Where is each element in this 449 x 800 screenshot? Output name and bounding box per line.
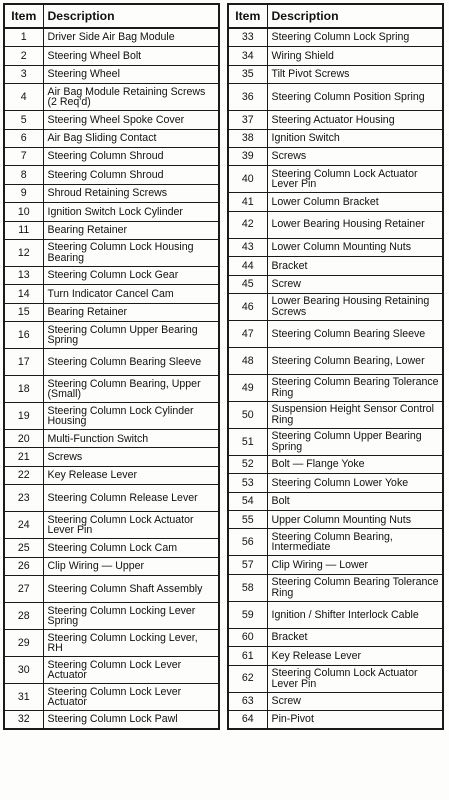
item-number: 23 [4, 485, 43, 512]
table-row [4, 576, 219, 603]
item-description: Steering Column Lower Yoke [267, 474, 443, 492]
item-number: 36 [228, 84, 267, 111]
table-row [4, 285, 219, 303]
item-description: Steering Column Upper Bearing Spring [43, 322, 219, 349]
item-description: Steering Column Lock Spring [267, 28, 443, 47]
item-column-header: Item [228, 4, 267, 28]
table-row [4, 430, 219, 448]
table-row [228, 529, 443, 556]
item-number: 42 [228, 211, 267, 238]
item-number: 4 [4, 84, 43, 111]
item-description: Steering Column Bearing Tolerance Ring [267, 374, 443, 401]
item-number: 27 [4, 576, 43, 603]
item-description: Steering Column Lock Cam [43, 539, 219, 557]
table-row [228, 257, 443, 275]
item-description: Multi-Function Switch [43, 430, 219, 448]
table-row [228, 347, 443, 374]
item-description: Ignition Switch Lock Cylinder [43, 203, 219, 221]
item-number: 21 [4, 448, 43, 466]
item-number: 1 [4, 28, 43, 47]
item-number: 13 [4, 266, 43, 284]
table-row [4, 84, 219, 111]
table-row [228, 65, 443, 83]
item-number: 58 [228, 574, 267, 601]
item-description: Lower Column Mounting Nuts [267, 238, 443, 256]
item-description: Pin-Pivot [267, 711, 443, 730]
table-row [4, 65, 219, 83]
table-row [4, 349, 219, 376]
item-number: 17 [4, 349, 43, 376]
description-column-header: Description [267, 4, 443, 28]
item-description: Clip Wiring — Upper [43, 557, 219, 575]
description-column-header: Description [43, 4, 219, 28]
item-number: 28 [4, 603, 43, 630]
table-row [4, 322, 219, 349]
item-description: Steering Column Bearing Tolerance Ring [267, 574, 443, 601]
table-row [4, 303, 219, 321]
table-row [228, 211, 443, 238]
table-row [4, 512, 219, 539]
table-row [228, 455, 443, 473]
item-number: 18 [4, 376, 43, 403]
item-description: Steering Column Bearing Sleeve [43, 349, 219, 376]
item-number: 47 [228, 320, 267, 347]
item-number: 55 [228, 511, 267, 529]
item-number: 53 [228, 474, 267, 492]
table-row [228, 556, 443, 574]
item-number: 20 [4, 430, 43, 448]
table-row [4, 684, 219, 711]
item-number: 54 [228, 492, 267, 510]
item-number: 26 [4, 557, 43, 575]
item-description: Steering Column Shaft Assembly [43, 576, 219, 603]
item-number: 49 [228, 374, 267, 401]
item-description: Screw [267, 275, 443, 293]
table-row [4, 147, 219, 165]
table-row [228, 647, 443, 665]
item-number: 48 [228, 347, 267, 374]
item-number: 3 [4, 65, 43, 83]
table-row [4, 711, 219, 730]
item-number: 14 [4, 285, 43, 303]
table-row [228, 166, 443, 193]
item-number: 62 [228, 665, 267, 692]
header-row [4, 4, 219, 28]
item-number: 37 [228, 111, 267, 129]
header-row [228, 4, 443, 28]
table-row [4, 403, 219, 430]
table-row [228, 511, 443, 529]
table-row [4, 485, 219, 512]
item-number: 38 [228, 129, 267, 147]
item-description: Steering Column Shroud [43, 166, 219, 184]
item-description: Bolt [267, 492, 443, 510]
item-description: Air Bag Sliding Contact [43, 129, 219, 147]
table-row [228, 692, 443, 710]
item-description: Lower Bearing Housing Retaining Screws [267, 293, 443, 320]
item-description: Steering Column Bearing, Intermediate [267, 529, 443, 556]
table-row [4, 239, 219, 266]
item-number: 7 [4, 147, 43, 165]
item-description: Upper Column Mounting Nuts [267, 511, 443, 529]
table-row [4, 221, 219, 239]
item-description: Steering Column Locking Lever Spring [43, 603, 219, 630]
table-row [4, 557, 219, 575]
item-description: Key Release Lever [43, 466, 219, 484]
table-row [4, 657, 219, 684]
table-row [228, 401, 443, 428]
item-column-header: Item [4, 4, 43, 28]
table-row [228, 275, 443, 293]
item-description: Key Release Lever [267, 647, 443, 665]
item-description: Steering Actuator Housing [267, 111, 443, 129]
item-number: 41 [228, 193, 267, 211]
table-row [228, 474, 443, 492]
item-number: 5 [4, 111, 43, 129]
item-number: 43 [228, 238, 267, 256]
table-row [4, 28, 219, 47]
table-row [228, 711, 443, 730]
table-row [228, 84, 443, 111]
item-description: Ignition Switch [267, 129, 443, 147]
item-description: Steering Column Bearing, Upper (Small) [43, 376, 219, 403]
item-description: Steering Column Lock Actuator Lever Pin [267, 665, 443, 692]
item-number: 50 [228, 401, 267, 428]
table-row [4, 111, 219, 129]
parts-table-left [3, 3, 220, 730]
table-row [228, 628, 443, 646]
item-number: 33 [228, 28, 267, 47]
item-number: 60 [228, 628, 267, 646]
item-description: Steering Wheel [43, 65, 219, 83]
item-description: Steering Column Lock Cylinder Housing [43, 403, 219, 430]
table-row [4, 266, 219, 284]
item-description: Turn Indicator Cancel Cam [43, 285, 219, 303]
table-row [228, 320, 443, 347]
item-number: 34 [228, 47, 267, 65]
item-number: 57 [228, 556, 267, 574]
table-row [228, 147, 443, 165]
item-description: Steering Column Lock Actuator Lever Pin [43, 512, 219, 539]
item-description: Bearing Retainer [43, 303, 219, 321]
item-description: Steering Column Bearing, Lower [267, 347, 443, 374]
item-number: 25 [4, 539, 43, 557]
item-description: Bracket [267, 628, 443, 646]
item-number: 15 [4, 303, 43, 321]
item-description: Screws [43, 448, 219, 466]
item-description: Bearing Retainer [43, 221, 219, 239]
item-number: 8 [4, 166, 43, 184]
item-number: 46 [228, 293, 267, 320]
item-description: Wiring Shield [267, 47, 443, 65]
item-number: 32 [4, 711, 43, 730]
item-description: Steering Column Lock Pawl [43, 711, 219, 730]
item-number: 12 [4, 239, 43, 266]
item-description: Steering Column Bearing Sleeve [267, 320, 443, 347]
item-description: Bracket [267, 257, 443, 275]
item-number: 10 [4, 203, 43, 221]
item-number: 64 [228, 711, 267, 730]
item-description: Steering Column Lock Housing Bearing [43, 239, 219, 266]
item-number: 39 [228, 147, 267, 165]
item-number: 2 [4, 47, 43, 65]
item-description: Screw [267, 692, 443, 710]
item-description: Steering Column Upper Bearing Spring [267, 428, 443, 455]
item-number: 61 [228, 647, 267, 665]
item-description: Shroud Retaining Screws [43, 184, 219, 202]
table-row [228, 601, 443, 628]
item-description: Steering Wheel Spoke Cover [43, 111, 219, 129]
table-row [228, 374, 443, 401]
item-number: 6 [4, 129, 43, 147]
table-row [4, 376, 219, 403]
table-row [4, 603, 219, 630]
item-description: Bolt — Flange Yoke [267, 455, 443, 473]
item-description: Steering Column Lock Lever Actuator [43, 657, 219, 684]
item-number: 24 [4, 512, 43, 539]
item-number: 9 [4, 184, 43, 202]
item-description: Screws [267, 147, 443, 165]
table-row [4, 129, 219, 147]
item-description: Steering Column Lock Actuator Lever Pin [267, 166, 443, 193]
item-description: Steering Column Shroud [43, 147, 219, 165]
table-row [4, 184, 219, 202]
item-number: 52 [228, 455, 267, 473]
table-row [4, 539, 219, 557]
item-description: Ignition / Shifter Interlock Cable [267, 601, 443, 628]
item-number: 31 [4, 684, 43, 711]
item-number: 22 [4, 466, 43, 484]
item-description: Driver Side Air Bag Module [43, 28, 219, 47]
item-description: Steering Column Release Lever [43, 485, 219, 512]
table-row [228, 111, 443, 129]
item-description: Steering Wheel Bolt [43, 47, 219, 65]
table-row [228, 129, 443, 147]
table-row [228, 665, 443, 692]
table-row [4, 166, 219, 184]
item-number: 51 [228, 428, 267, 455]
table-row [4, 630, 219, 657]
table-row [228, 28, 443, 47]
item-number: 59 [228, 601, 267, 628]
item-description: Steering Column Position Spring [267, 84, 443, 111]
item-description: Air Bag Module Retaining Screws (2 Req'd) [43, 84, 219, 111]
item-description: Suspension Height Sensor Control Ring [267, 401, 443, 428]
table-row [4, 448, 219, 466]
table-row [228, 193, 443, 211]
item-number: 29 [4, 630, 43, 657]
item-description: Tilt Pivot Screws [267, 65, 443, 83]
table-row [4, 47, 219, 65]
item-description: Steering Column Lock Gear [43, 266, 219, 284]
item-description: Lower Bearing Housing Retainer [267, 211, 443, 238]
table-row [4, 203, 219, 221]
item-number: 44 [228, 257, 267, 275]
item-number: 40 [228, 166, 267, 193]
table-row [228, 428, 443, 455]
table-row [228, 293, 443, 320]
item-description: Steering Column Locking Lever, RH [43, 630, 219, 657]
item-description: Steering Column Lock Lever Actuator [43, 684, 219, 711]
table-row [228, 238, 443, 256]
table-row [228, 574, 443, 601]
parts-table-right [227, 3, 444, 730]
item-number: 19 [4, 403, 43, 430]
table-row [228, 492, 443, 510]
item-number: 11 [4, 221, 43, 239]
item-number: 30 [4, 657, 43, 684]
item-number: 63 [228, 692, 267, 710]
item-number: 35 [228, 65, 267, 83]
item-description: Lower Column Bracket [267, 193, 443, 211]
item-number: 16 [4, 322, 43, 349]
table-row [228, 47, 443, 65]
item-description: Clip Wiring — Lower [267, 556, 443, 574]
item-number: 45 [228, 275, 267, 293]
item-number: 56 [228, 529, 267, 556]
table-row [4, 466, 219, 484]
